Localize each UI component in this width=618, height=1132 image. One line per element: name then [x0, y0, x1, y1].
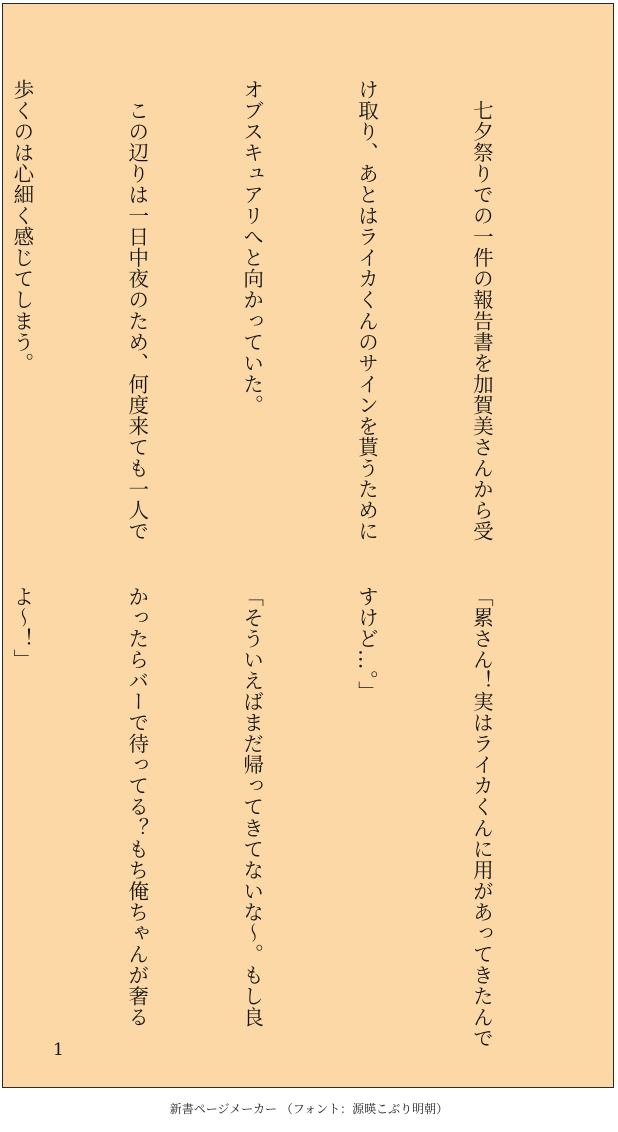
text-line: すけど…。」 — [354, 586, 379, 702]
text-block-top — [9, 79, 577, 542]
text-block-bottom — [9, 586, 577, 1049]
text-line: 七夕祭りでの一件の報告書を加賀美さんから受 — [469, 79, 494, 542]
text-line: オブスキュアリへと向かっていた。 — [239, 79, 264, 416]
text-line: かったらバーで待ってる？もち俺ちゃんが奢る — [124, 586, 149, 1028]
text-line: 歩くのは心細く感じてしまう。 — [9, 79, 34, 374]
text-line: 「そういえばまだ帰ってきてないな～。もし良 — [239, 586, 264, 1028]
text-line: よ～！」 — [9, 586, 34, 671]
text-line: この辺りは一日中夜のため、何度来ても一人で — [124, 79, 149, 542]
text-line: け取り、あとはライカくんのサインを貰うために — [354, 79, 379, 542]
footer-credit: 新書ページメーカー （フォント：源暎こぶり明朝） — [169, 1102, 449, 1116]
page-number: 1 — [53, 1040, 64, 1060]
text-line: 「累さん！実はライカくんに用があってきたんで — [469, 586, 494, 1049]
book-page — [2, 3, 614, 1088]
